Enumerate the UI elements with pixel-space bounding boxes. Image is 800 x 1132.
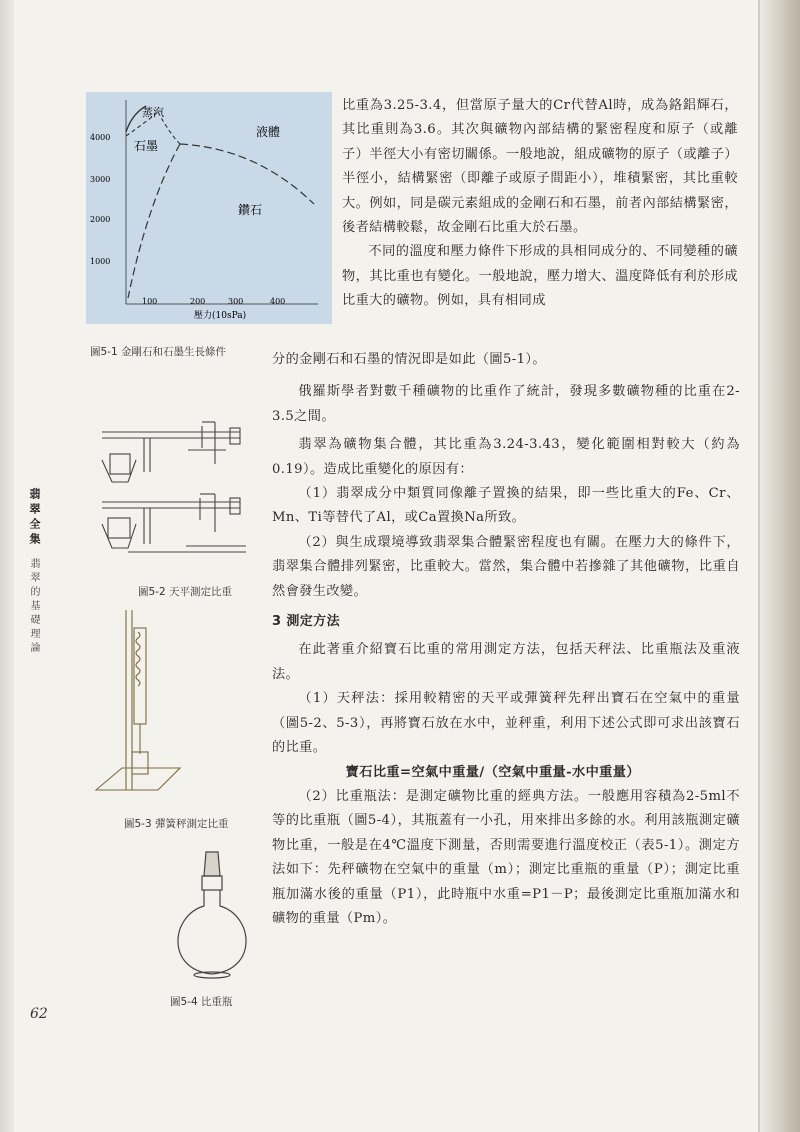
figure-1-caption: 圖5-1 金剛石和石墨生長條件	[90, 346, 226, 358]
paragraph-9: （2）比重瓶法：是測定礦物比重的經典方法。一般應用容積為2-5ml不等的比重瓶（圖5-4），其瓶蓋有一小孔，用來排出多餘的水。利用該瓶測定礦物比重，一般是在4℃溫度下測量，否則需要進行溫度校正（表5-1）。測定方法如下：先秤礦物在空氣中的重量（m）；測定比重瓶的重量（P）；測定比重瓶加滿水後的重量（P1），此時瓶中水重=P1－P；最後測定比重瓶加滿水和礦物的重量（Pm）。	[272, 788, 740, 926]
spring-scale-illustration	[92, 604, 192, 804]
paragraph-3: 俄羅斯學者對數千種礦物的比重作了統計，發現多數礦物種的比重在2-3.5之間。	[272, 384, 740, 424]
body-column-lower	[272, 348, 740, 931]
chapter-title: 翡翠的基礎理論	[28, 558, 39, 656]
y-tick-3000: 3000	[90, 175, 111, 184]
phase-diagram-svg	[86, 92, 332, 324]
vapor-label: 蒸汽	[142, 106, 164, 119]
paragraph-1: 比重為3.25-3.4，但當原子量大的Cr代替Al時，成為鉻鋁輝石，其比重則為3.6。其次與礦物內部結構的緊密程度和原子（或離子）半徑大小有密切關係。一般地說，組成礦物的原子（或離子）半徑小，結構緊密（即離子或原子間距小），堆積緊密，其比重較大。例如，同是碳元素組成的金剛石和石墨，前者內部結構緊密，後者結構較鬆，故金剛石比重大於石墨。	[342, 98, 738, 236]
paragraph-7: 在此著重介紹寶石比重的常用測定方法，包括天秤法、比重瓶法及重液法。	[272, 642, 740, 682]
formula: 寶石比重=空氣中重量/（空氣中重量-水中重量）	[345, 764, 640, 780]
paragraph-6: （2）與生成環境導致翡翠集合體緊密程度也有關。在壓力大的條件下，翡翠集合體排列緊密，比重較大。當然，集合體中若摻雜了其他礦物，比重自然會發生改變。	[272, 534, 740, 599]
figure-2-caption: 圖5-2 天平測定比重	[138, 586, 232, 598]
balance-illustration	[90, 404, 260, 564]
sidebar	[26, 488, 42, 656]
book-edge	[758, 0, 800, 1132]
y-tick-1000: 1000	[90, 257, 111, 266]
page-number: 62	[30, 1006, 48, 1022]
paragraph-5: （1）翡翠成分中類質同像離子置換的結果，即一些比重大的Fe、Cr、Mn、Ti等替代了Al，或Ca置換Na所致。	[272, 486, 740, 526]
x-tick-100: 100	[142, 297, 158, 306]
page-spine	[0, 0, 14, 1132]
phase-diagram	[86, 92, 332, 324]
x-tick-400: 400	[270, 297, 286, 306]
graphite-label: 石墨	[134, 139, 159, 153]
paragraph-2: 不同的溫度和壓力條件下形成的具相同成分的、不同變種的礦物，其比重也有變化。一般地說，壓力增大、溫度降低有利於形成比重大的礦物。例如，具有相同成	[342, 244, 738, 309]
paragraph-8: （1）天秤法：採用較精密的天平或彈簧秤先秤出寶石在空氣中的重量（圖5-2、5-3），再將寶石放在水中，並秤重，利用下述公式即可求出該寶石的比重。	[272, 691, 740, 756]
graphite-diamond-curve	[128, 144, 180, 298]
pycnometer-illustration	[160, 846, 270, 986]
body-column-upper	[342, 94, 738, 314]
book-title: 翡翠全集	[28, 488, 41, 548]
x-axis-label: 壓力(10sPa)	[194, 311, 247, 321]
diamond-liquid-curve	[180, 144, 314, 204]
x-tick-300: 300	[228, 297, 244, 306]
figure-3-caption: 圖5-3 彈簧秤測定比重	[124, 818, 229, 830]
section-heading: 3 測定方法	[272, 614, 340, 630]
diamond-label: 鑽石	[238, 203, 263, 217]
x-tick-200: 200	[190, 297, 206, 306]
paragraph-4: 翡翠為礦物集合體，其比重為3.24-3.43，變化範圍相對較大（約為0.19）。造成比重變化的原因有：	[272, 437, 740, 477]
paragraph-2b: 分的金剛石和石墨的情況即是如此（圖5-1）。	[272, 352, 546, 367]
y-tick-4000: 4000	[90, 133, 111, 142]
liquid-label: 液體	[256, 125, 281, 139]
figure-4-caption: 圖5-4 比重瓶	[170, 996, 233, 1008]
y-tick-2000: 2000	[90, 215, 111, 224]
